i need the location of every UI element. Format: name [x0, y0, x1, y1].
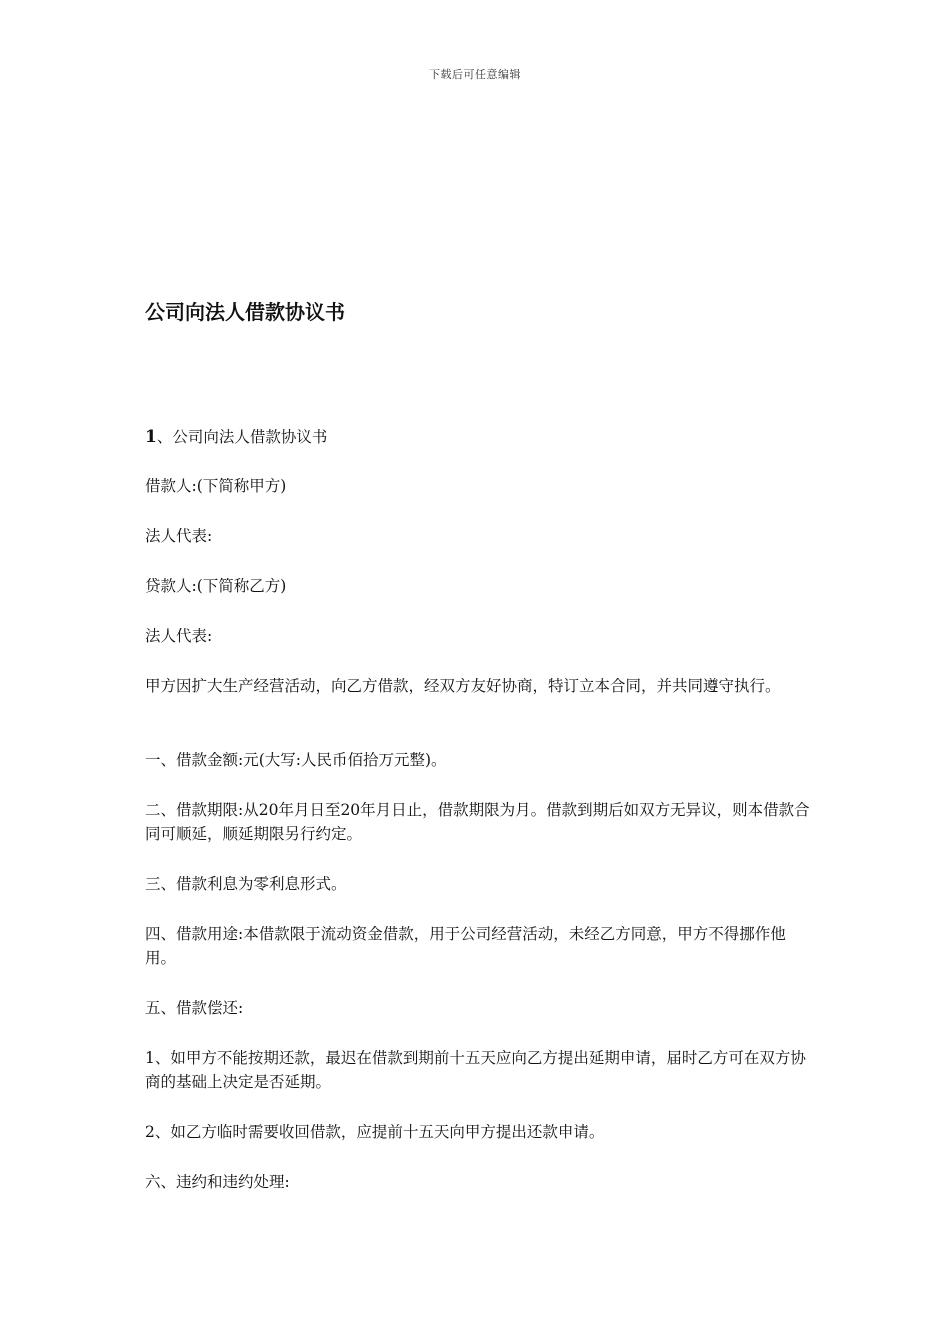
lender-representative-line: 法人代表: — [145, 627, 213, 645]
preamble-paragraph: 甲方因扩大生产经营活动，向乙方借款，经双方友好协商，特订立本合同，并共同遵守执行。 — [145, 677, 781, 695]
borrower-representative-line: 法人代表: — [145, 527, 213, 545]
repayment-item-2: 2、如乙方临时需要收回借款，应提前十五天向甲方提出还款申请。 — [145, 1123, 605, 1141]
document-title: 公司向法人借款协议书 — [145, 300, 345, 324]
clause-repayment-heading: 五、借款偿还: — [145, 999, 244, 1017]
borrower-line: 借款人:(下简称甲方) — [145, 477, 287, 495]
header-note: 下载后可任意编辑 — [429, 68, 521, 81]
clause-loan-interest: 三、借款利息为零利息形式。 — [145, 875, 347, 893]
repayment-item-1: 1、如甲方不能按期还款，最迟在借款到期前十五天应向乙方提出延期申请，届时乙方可在双方协商的基础上决定是否延期。 — [145, 1049, 806, 1091]
clause-breach-heading: 六、违约和违约处理: — [145, 1173, 290, 1191]
section-number: 1 — [145, 427, 157, 447]
section-heading — [145, 425, 810, 449]
clause-loan-term: 二、借款期限:从20年月日至20年月日止，借款期限为月。借款到期后如双方无异议，则本借款合同可顺延，顺延期限另行约定。 — [145, 801, 810, 843]
section-title: 、公司向法人借款协议书 — [156, 428, 328, 446]
lender-line: 贷款人:(下简称乙方) — [145, 577, 287, 595]
clause-loan-purpose: 四、借款用途:本借款限于流动资金借款，用于公司经营活动，未经乙方同意，甲方不得挪作他用。 — [145, 925, 786, 967]
clause-loan-amount: 一、借款金额:元(大写:人民币佰拾万元整)。 — [145, 751, 447, 769]
